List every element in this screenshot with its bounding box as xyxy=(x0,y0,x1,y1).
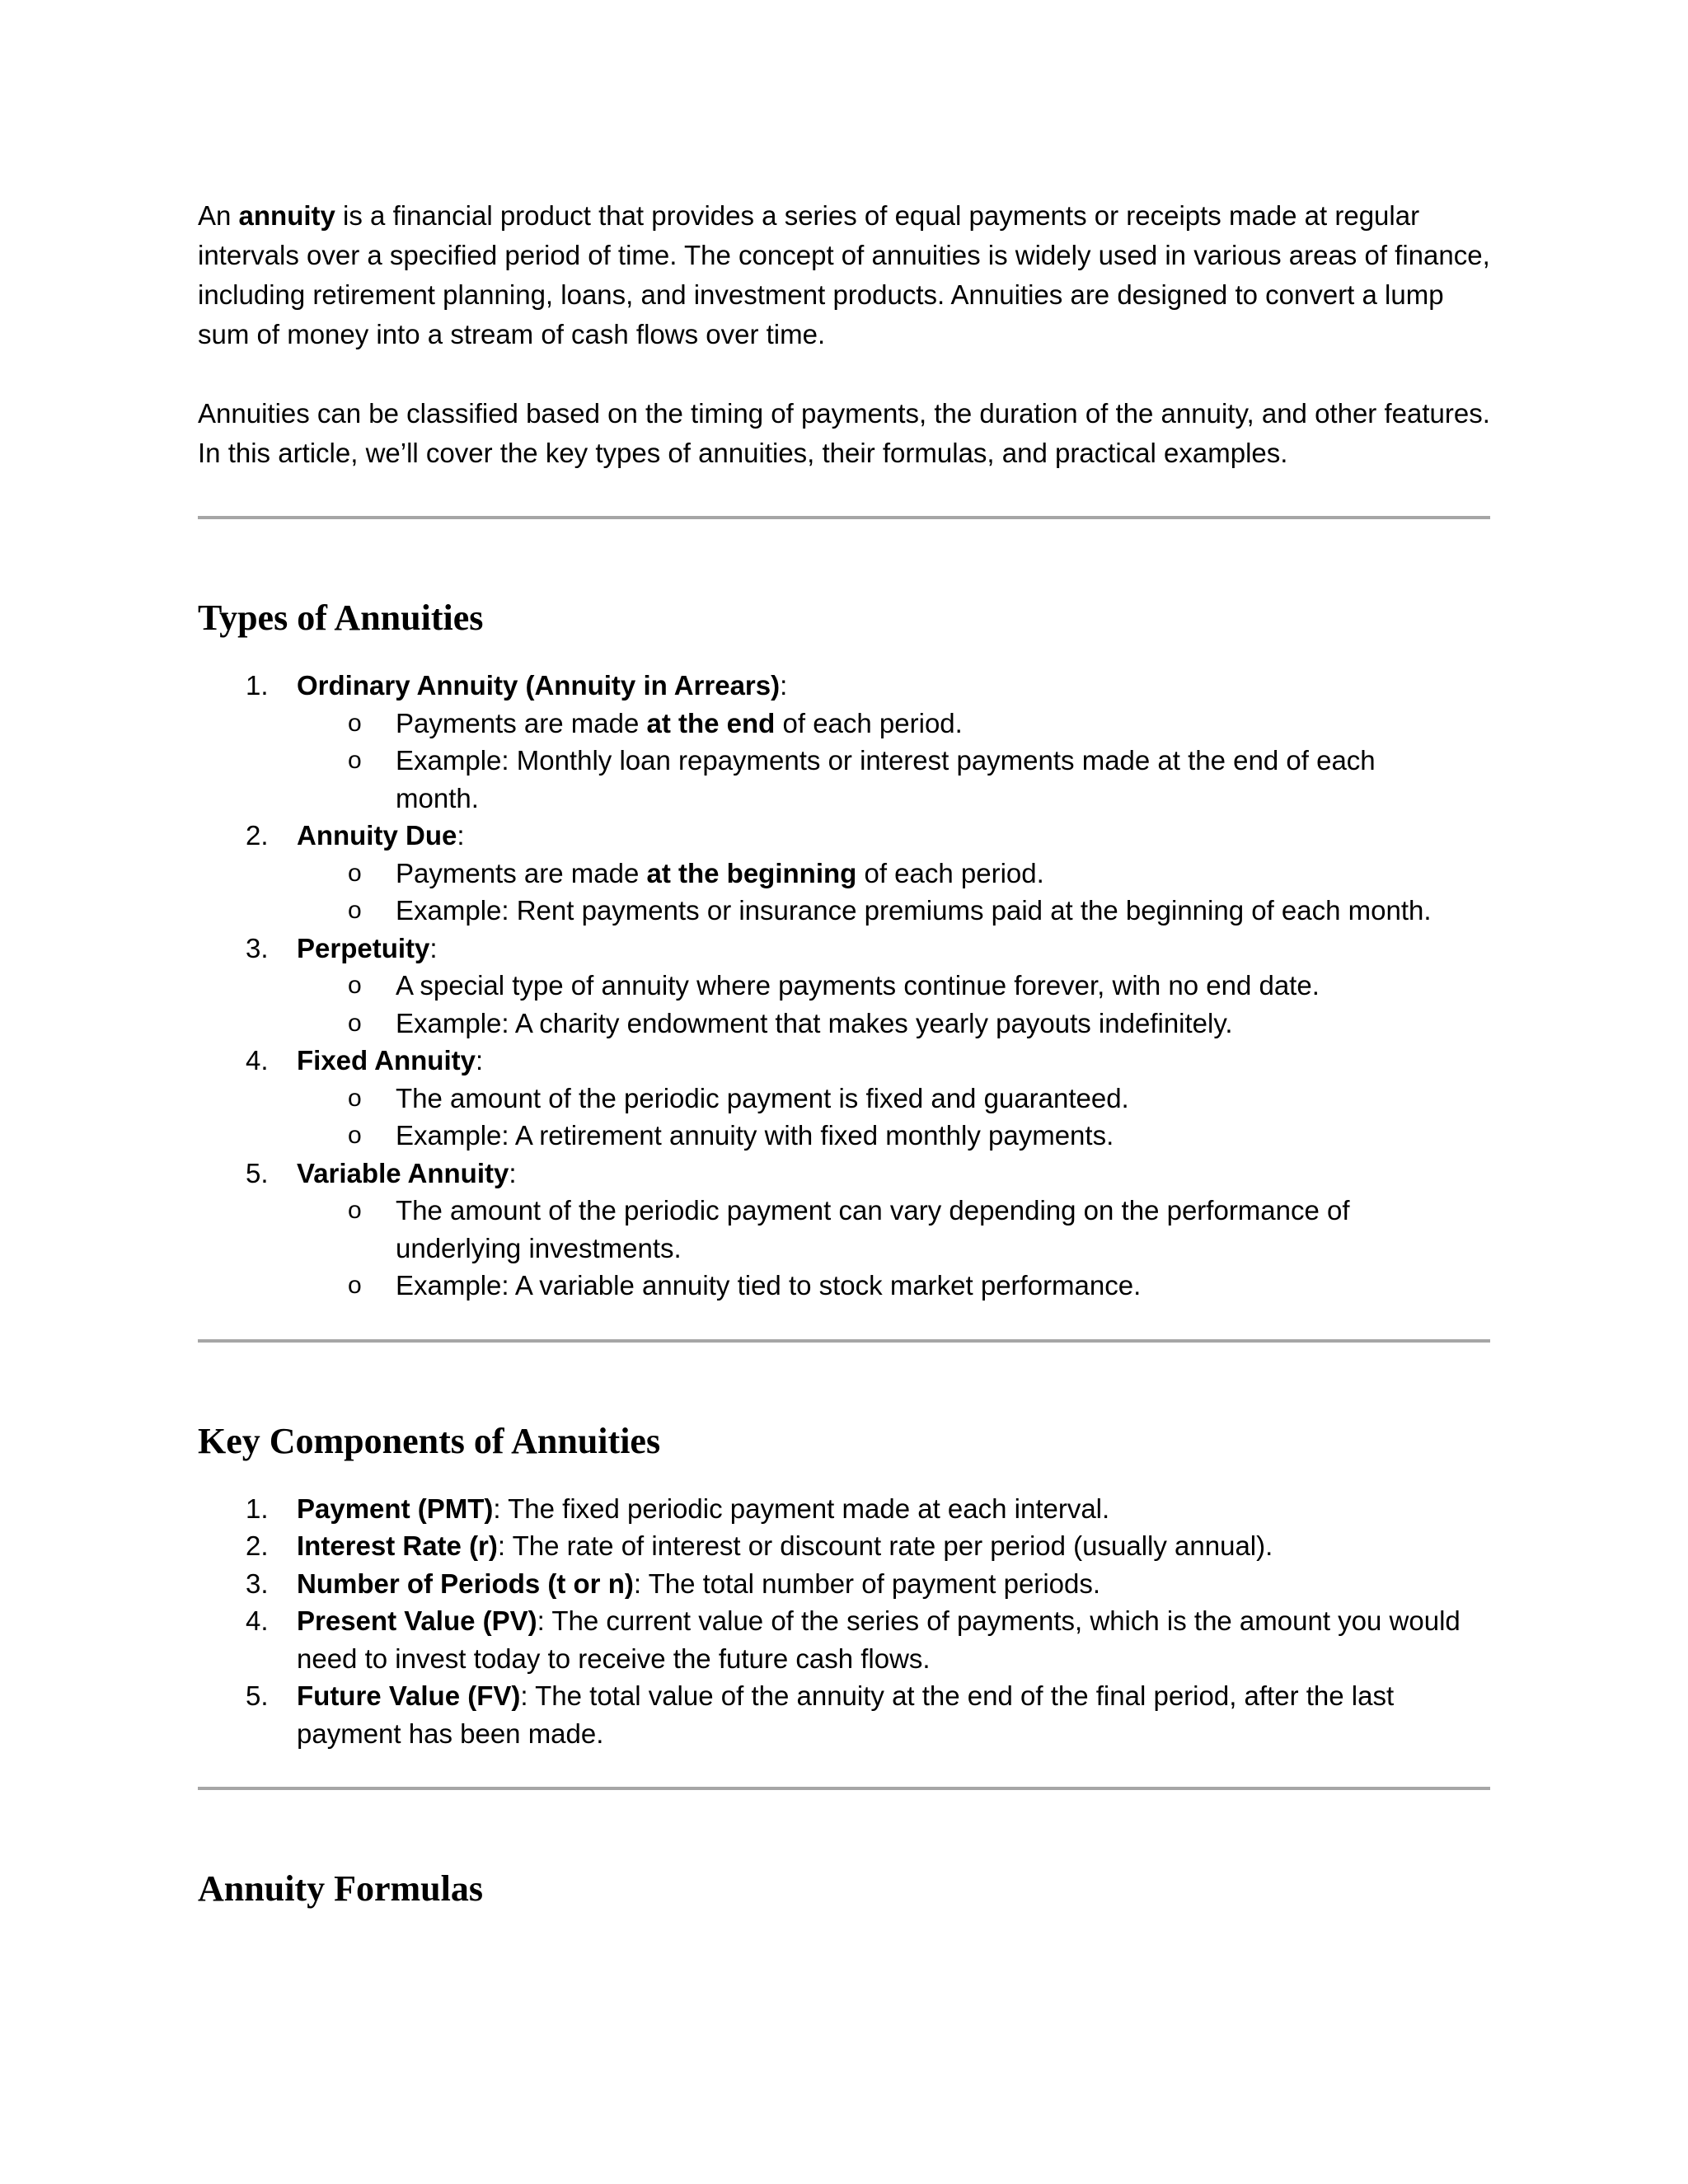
colon: : xyxy=(457,820,465,851)
components-list xyxy=(198,1490,1490,1753)
bullet-icon: o xyxy=(348,1197,362,1224)
sub-item xyxy=(297,1005,1490,1043)
sub-text: Payments are made xyxy=(396,857,647,888)
intro-text-rest: is a financial product that provides a series of equal payments or receipts made at regular intervals over a specified period of time. The concept of annuities is widely used in various areas of finance, including retirement planning, loans, and investment products. Annuities are designed to convert a lump sum of money into a stream of cash flows over time. xyxy=(198,200,1490,349)
sub-item xyxy=(297,1192,1490,1267)
intro-paragraph-1 xyxy=(198,196,1490,354)
type-sublist xyxy=(297,855,1490,930)
types-item xyxy=(198,930,1490,1043)
document-page xyxy=(198,196,1490,1912)
sub-item xyxy=(297,1117,1490,1155)
formulas-heading: Annuity Formulas xyxy=(198,1868,483,1909)
type-sublist xyxy=(297,1192,1490,1305)
sub-bold: at the end xyxy=(646,707,776,738)
list-number: 4. xyxy=(246,1045,269,1076)
section-divider-2 xyxy=(198,1339,1490,1343)
sub-text-after: of each period. xyxy=(856,857,1044,888)
sub-item xyxy=(297,1080,1490,1118)
section-divider-3 xyxy=(198,1787,1490,1790)
type-title: Fixed Annuity xyxy=(297,1045,476,1076)
sub-item xyxy=(297,1267,1490,1305)
intro-paragraph-2: Annuities can be classified based on the timing of payments, the duration of the annuity, and other features. In this article, we’ll cover the key types of annuities, their formulas, and practical examples. xyxy=(198,398,1490,468)
bullet-icon: o xyxy=(348,747,362,774)
types-heading: Types of Annuities xyxy=(198,598,484,638)
sub-item xyxy=(297,705,1490,743)
type-title: Annuity Due xyxy=(297,820,457,851)
section-divider-1 xyxy=(198,516,1490,519)
component-title: Payment (PMT) xyxy=(297,1493,494,1524)
component-text: : The total number of payment periods. xyxy=(633,1568,1101,1599)
component-text: : The fixed periodic payment made at each interval. xyxy=(493,1493,1110,1524)
sub-text: A special type of annuity where payments continue forever, with no end date. xyxy=(396,970,1320,1001)
bullet-icon: o xyxy=(348,1084,362,1112)
component-item xyxy=(198,1602,1490,1677)
colon: : xyxy=(780,670,788,701)
list-number: 1. xyxy=(246,1493,269,1524)
list-number: 2. xyxy=(246,1530,269,1561)
component-title: Interest Rate (r) xyxy=(297,1530,498,1561)
sub-text: Example: A charity endowment that makes yearly payouts indefinitely. xyxy=(396,1007,1233,1038)
list-number: 5. xyxy=(246,1157,269,1188)
type-title: Perpetuity xyxy=(297,932,430,963)
type-title: Variable Annuity xyxy=(297,1157,509,1188)
component-text: : The total value of the annuity at the end of the final period, after the last payment has been made. xyxy=(297,1680,1395,1749)
list-number: 2. xyxy=(246,820,269,851)
bullet-icon: o xyxy=(348,972,362,999)
type-sublist xyxy=(297,705,1490,818)
list-number: 1. xyxy=(246,670,269,701)
bullet-icon: o xyxy=(348,1122,362,1149)
sub-text: Example: Rent payments or insurance premiums paid at the beginning of each month. xyxy=(396,895,1432,926)
list-number: 3. xyxy=(246,932,269,963)
components-heading: Key Components of Annuities xyxy=(198,1420,661,1461)
sub-text: Payments are made xyxy=(396,707,647,738)
bullet-icon: o xyxy=(348,859,362,887)
intro-bold-term: annuity xyxy=(238,200,335,231)
list-number: 3. xyxy=(246,1568,269,1599)
bullet-icon: o xyxy=(348,1009,362,1037)
colon: : xyxy=(475,1045,484,1076)
component-text: : The current value of the series of payments, which is the amount you would need to invest today to receive the future cash flows. xyxy=(297,1605,1461,1674)
sub-item xyxy=(297,967,1490,1005)
type-title: Ordinary Annuity (Annuity in Arrears) xyxy=(297,670,781,701)
sub-text: Example: A retirement annuity with fixed monthly payments. xyxy=(396,1120,1114,1151)
bullet-icon: o xyxy=(348,897,362,924)
component-title: Present Value (PV) xyxy=(297,1605,537,1636)
types-item xyxy=(198,817,1490,930)
component-item xyxy=(198,1677,1490,1752)
sub-text-after: of each period. xyxy=(775,707,963,738)
types-item xyxy=(198,1042,1490,1155)
sub-text: Example: A variable annuity tied to stock market performance. xyxy=(396,1270,1142,1301)
bullet-icon: o xyxy=(348,1272,362,1299)
component-text: : The rate of interest or discount rate per period (usually annual). xyxy=(497,1530,1273,1561)
colon: : xyxy=(509,1157,517,1188)
component-item xyxy=(198,1527,1490,1565)
type-sublist xyxy=(297,967,1490,1042)
sub-text: The amount of the periodic payment is fixed and guaranteed. xyxy=(396,1082,1129,1113)
sub-bold: at the beginning xyxy=(646,857,857,888)
component-item xyxy=(198,1565,1490,1603)
sub-item xyxy=(297,892,1490,930)
type-sublist xyxy=(297,1080,1490,1155)
list-number: 5. xyxy=(246,1680,269,1711)
sub-text: The amount of the periodic payment can vary depending on the performance of underlying investments. xyxy=(396,1195,1350,1263)
bullet-icon: o xyxy=(348,709,362,737)
sub-item xyxy=(297,742,1490,817)
types-item xyxy=(198,1155,1490,1305)
list-number: 4. xyxy=(246,1605,269,1636)
intro-text-start: An xyxy=(198,200,239,231)
component-title: Future Value (FV) xyxy=(297,1680,521,1711)
sub-text: Example: Monthly loan repayments or interest payments made at the end of each month. xyxy=(396,745,1376,813)
colon: : xyxy=(429,932,438,963)
sub-item xyxy=(297,855,1490,893)
types-list xyxy=(198,667,1490,1305)
component-title: Number of Periods (t or n) xyxy=(297,1568,634,1599)
types-item xyxy=(198,667,1490,817)
component-item xyxy=(198,1490,1490,1528)
